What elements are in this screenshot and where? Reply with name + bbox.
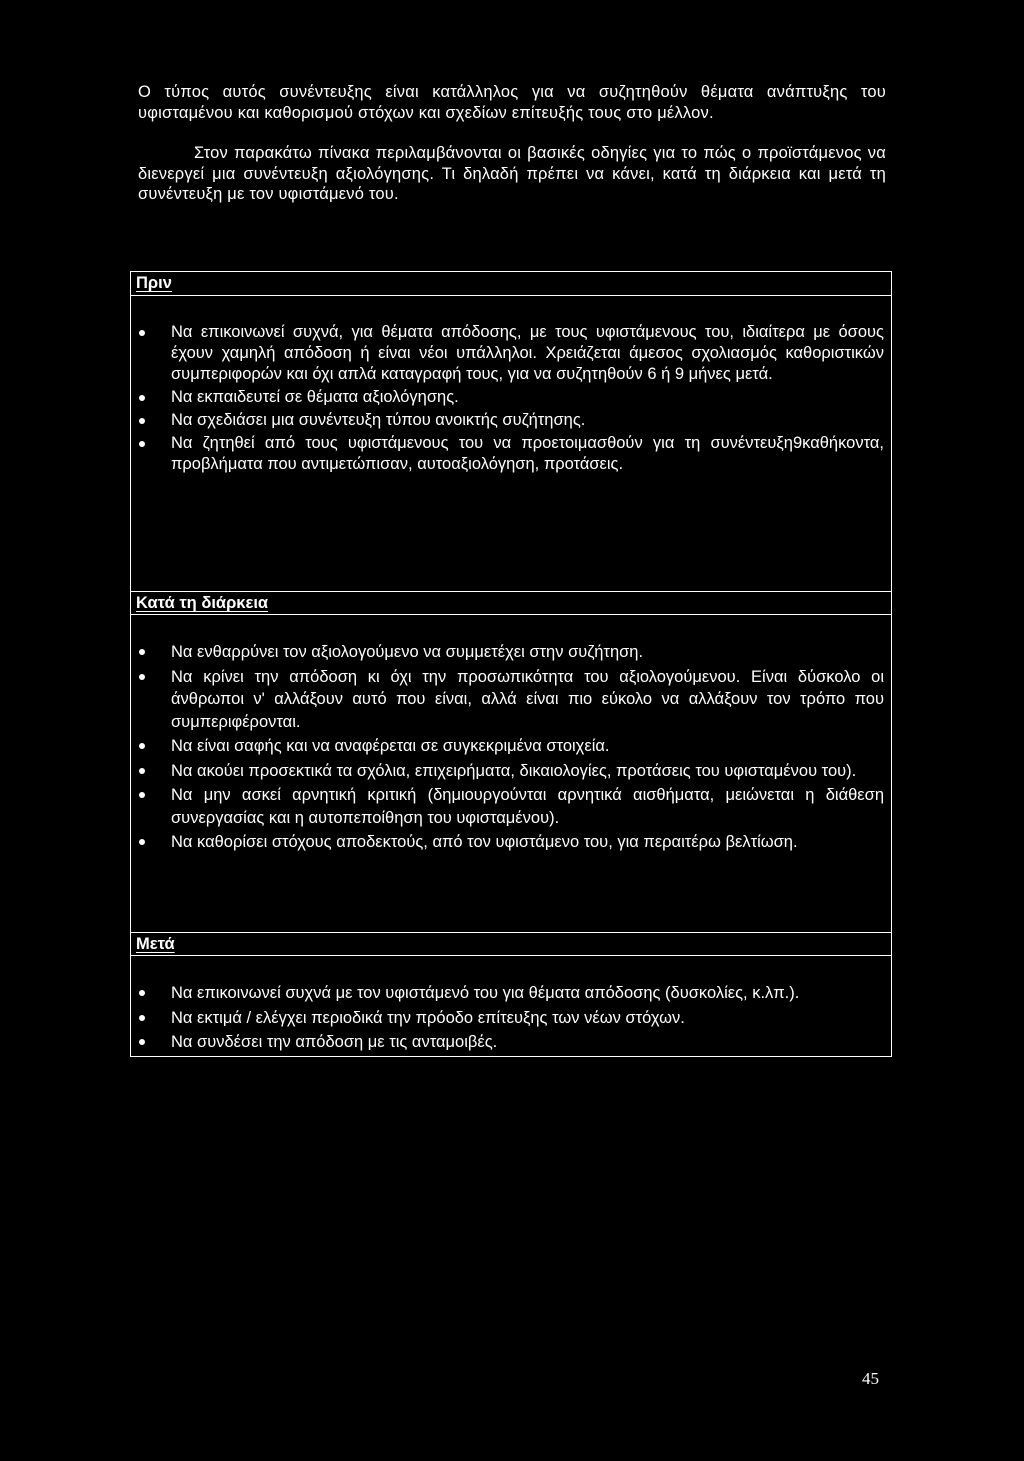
bullet-icon — [139, 649, 145, 655]
after-list — [137, 982, 884, 1054]
bullet-icon — [139, 330, 145, 336]
bullet-icon — [139, 743, 145, 749]
list-item: Να εκπαιδευτεί σε θέματα αξιολόγησης. — [137, 387, 884, 408]
bullet-icon — [139, 839, 145, 845]
list-item: Να ακούει προσεκτικά τα σχόλια, επιχειρήματα, δικαιολογίες, προτάσεις του υφισταμένου του). — [137, 760, 884, 783]
intro-paragraph-2: Στον παρακάτω πίνακα περιλαμβάνονται οι βασικές οδηγίες για το πώς ο προϊστάμενος να διενεργεί μια συνέντευξη αξιολόγησης. Τι δηλαδή πρέπει να κάνει, κατά τη διάρκεια και μετά τη συνέντευξη με τον υφιστάμενό του. — [138, 144, 886, 203]
interview-guidelines-table — [130, 271, 892, 1057]
bullet-icon — [139, 1039, 145, 1045]
list-item: Να καθορίσει στόχους αποδεκτούς, από τον υφιστάμενο του, για περαιτέρω βελτίωση. — [137, 831, 884, 854]
section-during — [131, 591, 891, 932]
list-item: Να ζητηθεί από τους υφιστάμενους του να προετοιμασθούν για τη συνέντευξη9καθήκοντα, προβλήματα που αντιμετώπισαν, αυτοαξιολόγηση, προτάσεις. — [137, 433, 884, 475]
bullet-icon — [139, 990, 145, 996]
before-list — [137, 322, 884, 475]
bullet-icon — [139, 1015, 145, 1021]
bullet-icon — [139, 418, 145, 424]
section-heading-during: Κατά τη διάρκεια — [131, 591, 891, 615]
section-before — [131, 272, 891, 591]
page-number: 45 — [862, 1369, 879, 1388]
bullet-icon — [139, 395, 145, 401]
list-item: Να σχεδιάσει μια συνέντευξη τύπου ανοικτής συζήτησης. — [137, 410, 884, 431]
during-list — [137, 641, 884, 854]
list-item: Να επικοινωνεί συχνά, για θέματα απόδοσης, με τους υφιστάμενους του, ιδιαίτερα με όσους έχουν χαμηλή απόδοση ή είναι νέοι υπάλληλοι. Χρειάζεται άμεσος σχολιασμός καθοριστικών συμπεριφορών και όχι απλά καταγραφή τους, για να συζητηθούν 6 ή 9 μήνες μετά. — [137, 322, 884, 385]
section-heading-after: Μετά — [131, 932, 891, 956]
bullet-icon — [139, 674, 145, 680]
list-item: Να συνδέσει την απόδοση με τις ανταμοιβές. — [137, 1031, 884, 1054]
bullet-icon — [139, 792, 145, 798]
list-item: Να ενθαρρύνει τον αξιολογούμενο να συμμετέχει στην συζήτηση. — [137, 641, 884, 664]
list-item: Να εκτιμά / ελέγχει περιοδικά την πρόοδο επίτευξης των νέων στόχων. — [137, 1007, 884, 1030]
list-item: Να επικοινωνεί συχνά με τον υφιστάμενό του για θέματα απόδοσης (δυσκολίες, κ.λπ.). — [137, 982, 884, 1005]
intro-paragraph-1: Ο τύπος αυτός συνέντευξης είναι κατάλληλος για να συζητηθούν θέματα ανάπτυξης του υφισταμένου και καθορισμού στόχων και σχεδίων επίτευξής τους στο μέλλον. — [138, 83, 886, 122]
intro-text — [138, 82, 886, 205]
list-item: Να είναι σαφής και να αναφέρεται σε συγκεκριμένα στοιχεία. — [137, 735, 884, 758]
section-heading-before: Πριν — [131, 272, 891, 296]
bullet-icon — [139, 441, 145, 447]
section-after — [131, 932, 891, 1056]
list-item: Να μην ασκεί αρνητική κριτική (δημιουργούνται αρνητικά αισθήματα, μειώνεται η διάθεση συνεργασίας και η αυτοπεποίθηση του υφισταμένου). — [137, 784, 884, 829]
list-item: Να κρίνει την απόδοση κι όχι την προσωπικότητα του αξιολογούμενου. Είναι δύσκολο οι άνθρωποι ν' αλλάξουν αυτό που είναι, αλλά είναι πιο εύκολο να αλλάξουν τον τρόπο που συμπεριφέρονται. — [137, 666, 884, 734]
bullet-icon — [139, 768, 145, 774]
